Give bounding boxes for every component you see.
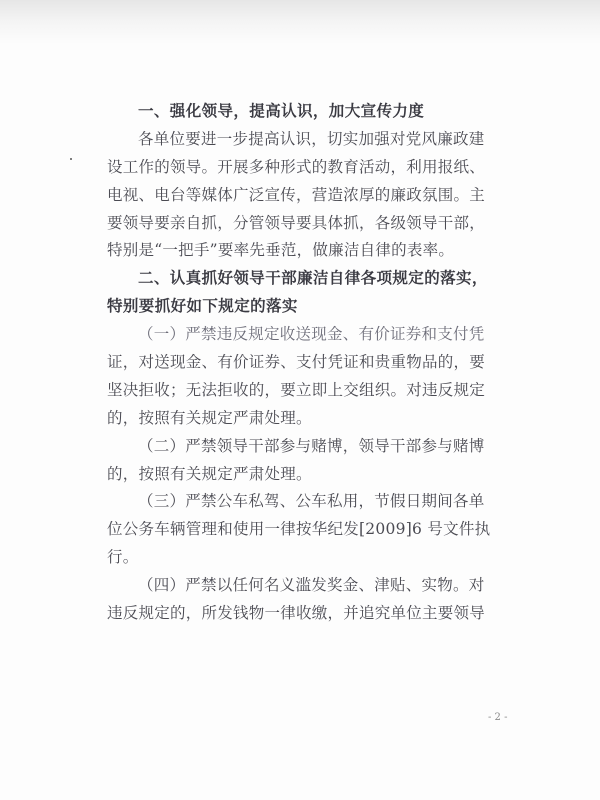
- body-line: 要领导要亲自抓，分管领导要具体抓，各级领导干部，: [107, 213, 486, 232]
- body-line: （一）严禁违反规定收送现金、有价证券和支付凭: [138, 325, 485, 344]
- body-line: 行。: [107, 548, 139, 567]
- body-line: 特别是“一把手”要率先垂范，做廉洁自律的表率。: [107, 241, 455, 260]
- body-line: 坚决拒收；无法拒收的，要立即上交组织。对违反规定: [107, 380, 486, 399]
- body-line: 各单位要进一步提高认识，切实加强对党风廉政建: [138, 129, 485, 148]
- scan-speck: [70, 158, 72, 160]
- section-heading-2: 二、认真抓好领导干部廉洁自律各项规定的落实，: [138, 269, 488, 288]
- body-line: 的，按照有关规定严肃处理。: [107, 408, 312, 427]
- body-line: （三）严禁公车私驾、公车私用，节假日期间各单: [138, 492, 485, 511]
- body-line: 证，对送现金、有价证券、支付凭证和贵重物品的，要: [107, 353, 486, 372]
- section-heading-1: 一、强化领导，提高认识，加大宣传力度: [138, 102, 425, 120]
- body-line: 设工作的领导。开展多种形式的教育活动，利用报纸、: [107, 157, 486, 176]
- section-heading-2-continued: 特别要抓好如下规定的落实: [107, 297, 298, 316]
- body-line: 违反规定的，所发钱物一律收缴，并追究单位主要领导: [107, 604, 486, 623]
- body-line: （四）严禁以任何名义滥发奖金、津贴、实物。对: [138, 576, 485, 595]
- document-body: [107, 98, 517, 628]
- body-line: （二）严禁领导干部参与赌博，领导干部参与赌博: [138, 436, 485, 455]
- scan-edge-shadow: [0, 0, 600, 44]
- page-number: - 2 -: [488, 712, 508, 723]
- body-line: 的，按照有关规定严肃处理。: [107, 464, 312, 483]
- body-line: 位公务车辆管理和使用一律按华纪发[2009]6 号文件执: [107, 520, 491, 539]
- body-line: 电视、电台等媒体广泛宣传，营造浓厚的廉政氛围。主: [107, 185, 486, 204]
